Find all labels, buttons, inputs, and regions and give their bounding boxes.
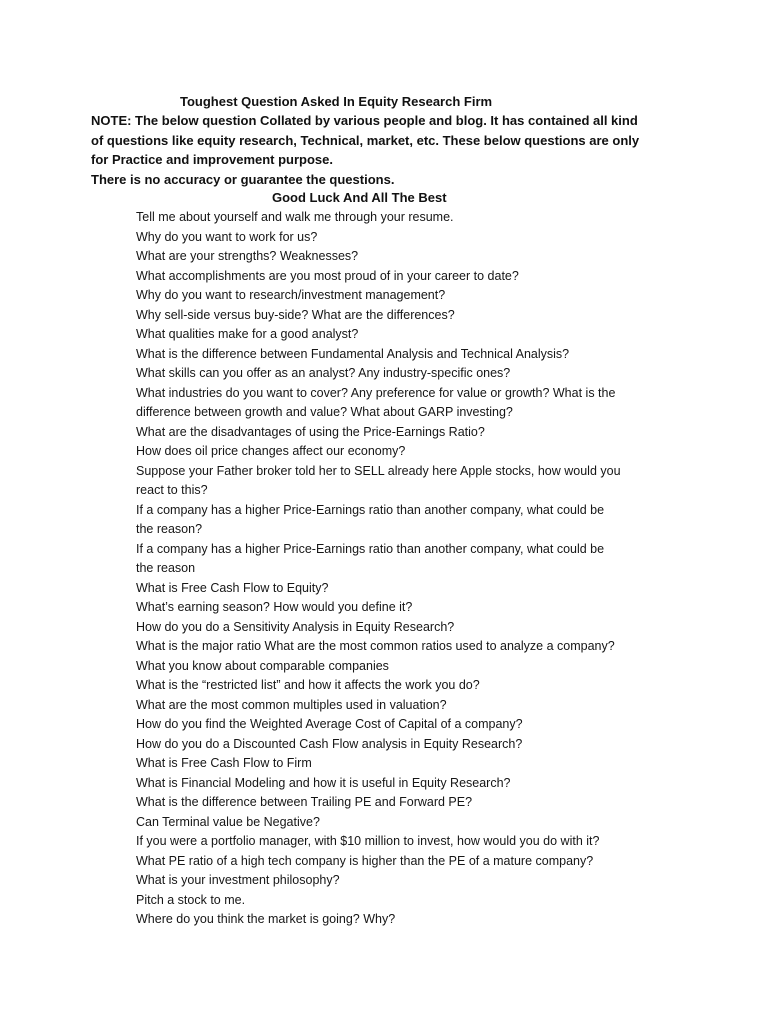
note-line: There is no accuracy or guarantee the questions. — [91, 171, 395, 187]
list-item-text: What is the difference between Fundamental Analysis and Technical Analysis? — [136, 346, 570, 361]
list-item-text: What you know about comparable companies — [136, 658, 389, 673]
list-item-text: What are the most common multiples used in valuation? — [136, 697, 447, 712]
note-line: NOTE: The below question Collated by various people and blog. It has contained all kind — [91, 113, 638, 128]
list-item-text: What is Free Cash Flow to Equity? — [136, 580, 329, 595]
list-item-text: Can Terminal value be Negative? — [136, 814, 320, 829]
list-item-text: What skills can you offer as an analyst? Any industry-specific ones? — [136, 366, 511, 380]
list-item-text: How does oil price changes affect our economy? — [136, 444, 406, 458]
list-item-text: How do you find the Weighted Average Cost of Capital of a company? — [136, 717, 523, 731]
list-item-text: If you were a portfolio manager, with $10 million to invest, how would you do with it? — [136, 834, 600, 848]
good-luck-heading: Good Luck And All The Best — [272, 190, 447, 205]
list-item-text: Pitch a stock to me. — [136, 892, 246, 907]
list-item-text: react to this? — [136, 483, 208, 497]
list-item-text: What qualities make for a good analyst? — [136, 327, 359, 341]
list-item-text: What is your investment philosophy? — [136, 873, 340, 887]
list-item-text: Suppose your Father broker told her to SELL already here Apple stocks, how would you — [136, 463, 621, 478]
list-item-text: If a company has a higher Price-Earnings ratio than another company, what could be — [136, 502, 605, 517]
list-item-text: Why sell-side versus buy-side? What are the differences? — [136, 307, 455, 322]
list-item-text: What are your strengths? Weaknesses? — [136, 249, 359, 263]
list-item-text: How do you do a Discounted Cash Flow analysis in Equity Research? — [136, 736, 523, 751]
list-item-text: What is the difference between Trailing PE and Forward PE? — [136, 795, 473, 809]
list-item-text: What is the major ratio What are the most common ratios used to analyze a company? — [136, 639, 615, 653]
list-item-text: Tell me about yourself and walk me through your resume. — [136, 210, 454, 224]
list-item-text: How do you do a Sensitivity Analysis in Equity Research? — [136, 619, 455, 634]
list-item-text: What is the “restricted list” and how it affects the work you do? — [136, 678, 480, 692]
list-item-text: Why do you want to research/investment management? — [136, 288, 446, 302]
list-item-text: Where do you think the market is going? Why? — [136, 912, 396, 926]
list-item-text: What’s earning season? How would you define it? — [136, 600, 413, 614]
list-item-text: What are the disadvantages of using the Price-Earnings Ratio? — [136, 424, 485, 439]
note-line: for Practice and improvement purpose. — [91, 152, 334, 167]
list-item-text: What is Financial Modeling and how it is useful in Equity Research? — [136, 775, 511, 790]
document-title: Toughest Question Asked In Equity Research Firm — [180, 94, 493, 109]
note-line: of questions like equity research, Technical, market, etc. These below questions are only — [91, 132, 640, 148]
list-item-text: What is Free Cash Flow to Firm — [136, 756, 312, 770]
list-item-text: the reason — [136, 561, 196, 575]
list-item-text: What accomplishments are you most proud of in your career to date? — [136, 268, 519, 283]
list-item-text: difference between growth and value? What about GARP investing? — [136, 405, 513, 419]
list-item-text: If a company has a higher Price-Earnings ratio than another company, what could be — [136, 541, 605, 556]
list-item-text: What industries do you want to cover? Any preference for value or growth? What is the — [136, 385, 616, 400]
list-item-text: the reason? — [136, 522, 203, 536]
list-item-text: Why do you want to work for us? — [136, 229, 318, 244]
list-item-text: What PE ratio of a high tech company is higher than the PE of a mature company? — [136, 853, 594, 868]
